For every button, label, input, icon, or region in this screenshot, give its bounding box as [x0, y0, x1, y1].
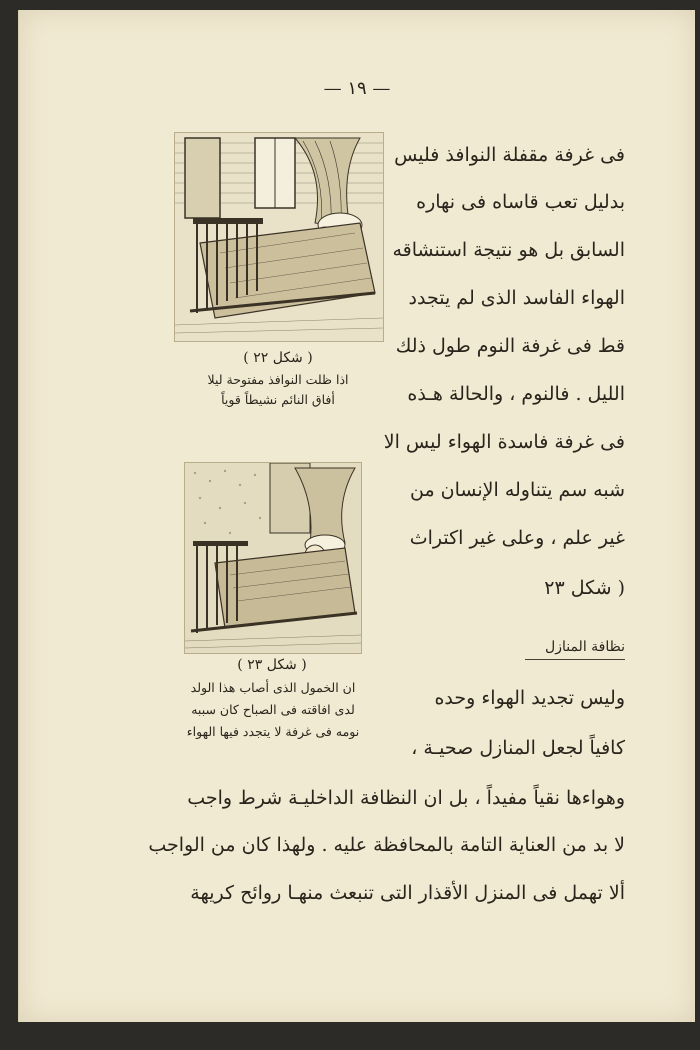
body-text-line: كافياً لجعل المنازل صحيـة ، [411, 737, 625, 759]
body-text-line: السابق بل هو نتيجة استنشاقه [392, 239, 625, 261]
body-text-line: ( شكل ٢٣ [544, 577, 625, 599]
figure-23-caption-line: نومه فى غرفة لا يتجدد فيها الهواء [186, 724, 360, 739]
figure-22-label: ( شكل ٢٢ ) [243, 350, 313, 366]
figure-22-caption-line: اذا ظلت النوافذ مفتوحة ليلا [207, 372, 349, 387]
book-page [18, 10, 695, 1022]
figure-23-illustration [184, 462, 362, 654]
figure-23-caption-line: ان الخمول الذى أصاب هذا الولد [190, 680, 356, 695]
body-text-line: شبه سم يتناوله الإنسان من [410, 479, 625, 501]
body-text-line: غير علم ، وعلى غير اكتراث [409, 527, 625, 549]
section-heading: نظافة المنازل [525, 635, 625, 660]
body-text-line: بدليل تعب قاساه فى نهاره [416, 191, 625, 213]
body-text-line: لا بد من العناية التامة بالمحافظة عليه . ولهذا كان من الواجب [148, 834, 625, 856]
figure-22-caption-line: أفاق النائم نشيطاً قوياً [221, 392, 335, 407]
body-text-line: قط فى غرفة النوم طول ذلك [395, 335, 625, 357]
page-number: — ١٩ — [323, 78, 391, 99]
figure-23-label: ( شكل ٢٣ ) [237, 657, 307, 673]
body-text-line: وليس تجديد الهواء وحده [434, 687, 625, 709]
body-text-line: الهواء الفاسد الذى لم يتجدد [408, 287, 625, 309]
bed-window-open-illustration [175, 133, 383, 341]
body-text-line: الليل . فالنوم ، والحالة هـذه [407, 383, 625, 405]
body-text-line: فى غرفة مقفلة النوافذ فليس [394, 144, 625, 166]
body-text-line: وهواءها نقياً مفيداً ، بل ان النظافة الداخليـة شرط واجب [187, 787, 625, 809]
body-text-line: فى غرفة فاسدة الهواء ليس الا [383, 431, 625, 453]
bed-closed-room-illustration [185, 463, 361, 653]
figure-23-caption-line: لدى افاقته فى الصباح كان سببه [191, 702, 355, 717]
body-text-line: ألا تهمل فى المنزل الأقذار التى تنبعث منهـا روائح كريهة [190, 882, 625, 904]
figure-22-illustration [174, 132, 384, 342]
